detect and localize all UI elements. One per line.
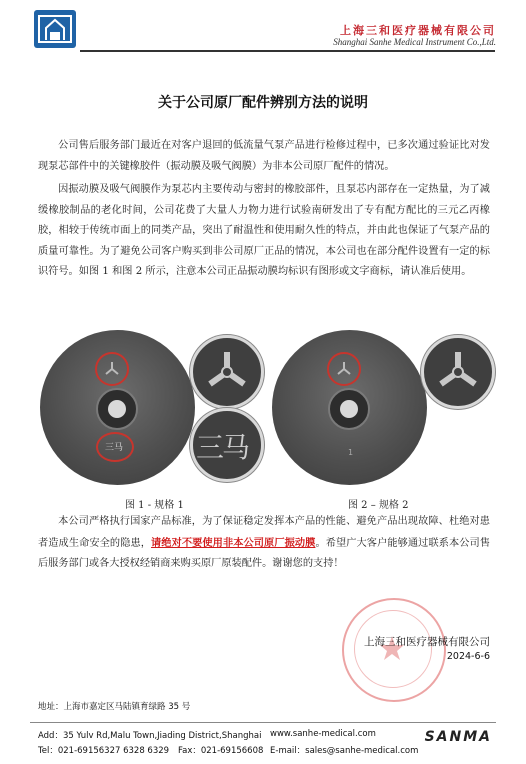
paragraph-1 [38,136,490,177]
brand-logo-text: SANMA [424,729,492,745]
warning-text: 请绝对不要使用非本公司原厂振动膜 [151,536,316,549]
text-mark-small: 三马 [105,443,124,453]
logo-mark-highlight [95,352,129,386]
zoom-text-mark-label: 三马 [196,431,249,464]
header-divider [80,50,495,52]
paragraph-3-text-end: 。希望广大客户能够通过联系本公司售后服务部门或各大授权经销商来购买原厂原装配件。谢谢您的支持！ [38,537,491,569]
footer-address-cn: 地址：上海市嘉定区马陆镇育绿路 35 号 [38,702,191,712]
company-name-cn: 上海三和医疗器械有限公司 [340,24,496,37]
signature-date: 2024-6-6 [446,651,490,662]
logo-mark-highlight [327,352,361,386]
diaphragm-hub [96,388,138,430]
company-seal [342,598,446,702]
paragraph-3-text: 本公司严格执行国家产品标准，为了保证稳定发挥本产品的性能、避免产品出现故障、杜绝对患者造成生命安全的隐患， [38,516,490,549]
figure-1-caption: 图 1 - 规格 1 [125,500,184,511]
paragraph-1-text: 公司售后服务部门最近在对客户退回的低流量气泵产品进行检修过程中，已多次通过验证比对发现泵芯部件中的关键橡胶件（振动膜及吸气阀膜）为非本公司原厂配件的情况。 [38,140,490,172]
footer-address-en: Add：35 Yulv Rd,Malu Town,Jiading District,Shanghai [38,731,262,741]
footer-website: www.sanhe-medical.com [270,729,376,739]
company-logo [34,10,76,48]
company-name-en: Shanghai Sanhe Medical Instrument Co.,Ltd. [333,37,496,47]
signature-company: 上海三和医疗器械有限公司 [364,636,490,648]
diaphragm-image-spec2 [272,330,427,485]
paragraph-3 [38,512,490,575]
footer-tel: Tel：021-69156327 6328 6329 [38,746,170,756]
footer-fax: Fax：021-69156608 [178,746,264,756]
mold-number: 1 [348,448,354,457]
figure-2-caption: 图 2 – 规格 2 [348,500,409,511]
text-mark-highlight [96,432,134,462]
diaphragm-hub [328,388,370,430]
paragraph-2-text: 因振动膜及吸气阀膜作为泵芯内主要传动与密封的橡胶部件，且泵芯内部存在一定热量，为了减缓橡胶制品的老化时间，公司花费了大量人力物力进行试验南研发出了专有配方配比的三元乙丙橡胶，相较于传统市面上的同类产品，突出了耐温性和使用耐久性的特点，并由此也保证了气泵产品的质量可靠性。为了避免公司客户购买到非公司原厂正品的情况，本公司也在部分配件设置有一定的标识符号。如图 1 和图 2 所示，注意本公司正品振动膜均标识有图形或文字商标，请认准后使用。 [38,184,490,277]
zoom-text-mark-1 [190,408,264,482]
footer-email: E-mail：sales@sanhe-medical.com [270,746,419,756]
zoom-logo-mark-2 [421,335,495,409]
diaphragm-image-spec1 [40,330,195,485]
paragraph-2 [38,180,490,283]
footer-divider [30,722,496,723]
document-title: 关于公司原厂配件辨别方法的说明 [158,95,368,111]
zoom-logo-mark-1 [190,335,264,409]
